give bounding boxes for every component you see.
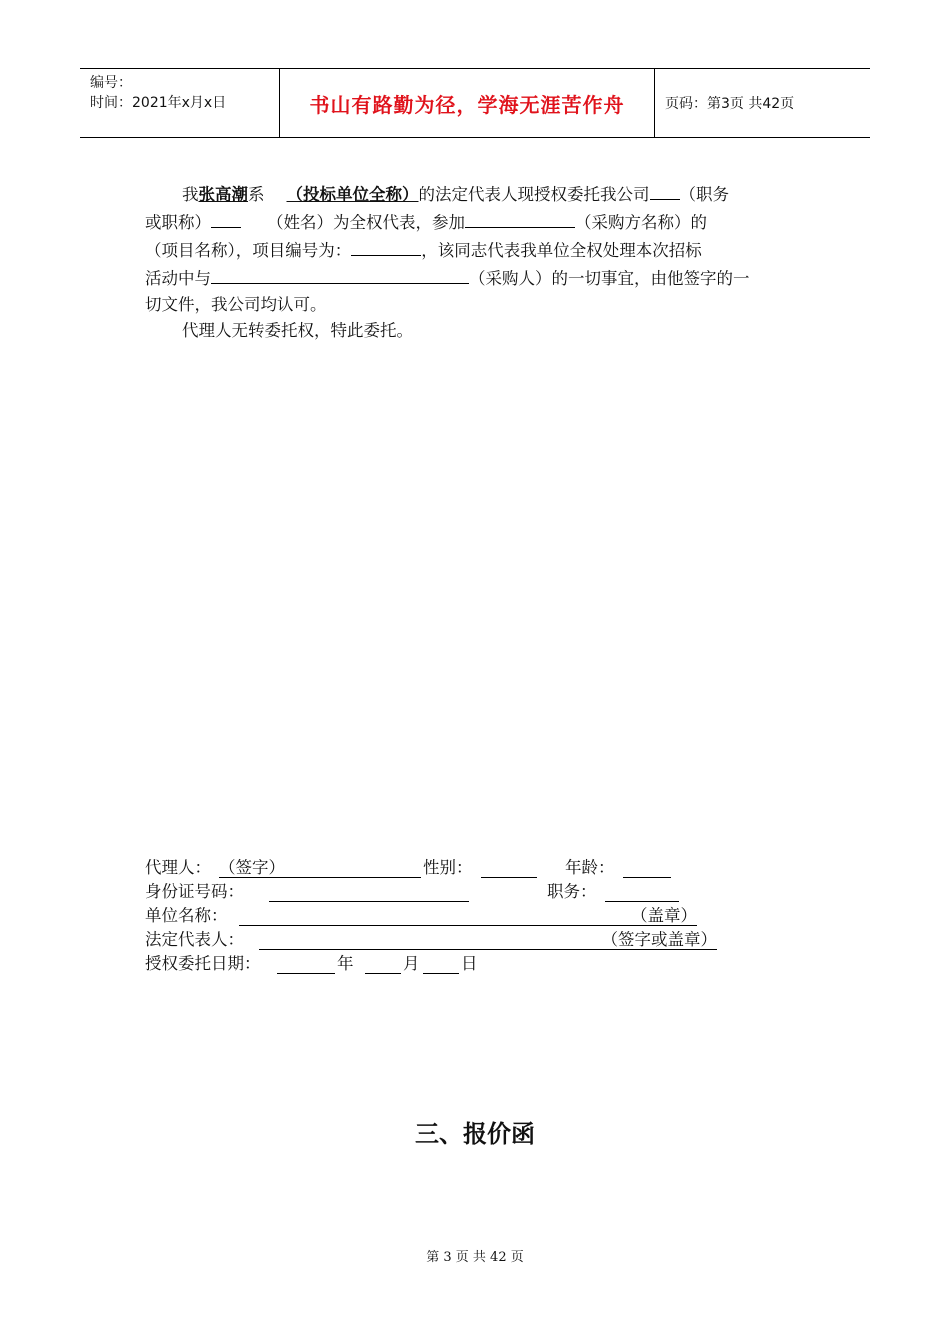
text: （姓名）为全权代表，参加 — [267, 213, 465, 232]
year-field — [277, 952, 335, 974]
paragraph-1-line-2 — [145, 208, 807, 236]
agent-row — [145, 856, 745, 880]
blank-field — [351, 236, 421, 256]
blank-field — [465, 208, 575, 228]
text: （项目名称），项目编号为： — [145, 241, 352, 260]
text: ，该同志代表我单位全权处理本次招标 — [421, 241, 702, 260]
text: 我 — [182, 185, 199, 204]
blank-field — [650, 180, 680, 200]
position-label: 职务： — [547, 882, 597, 901]
id-field — [269, 880, 469, 902]
header-page-info: 页码：第3页 共42页 — [665, 96, 795, 112]
agent-label: 代理人： — [145, 858, 211, 877]
text: （采购方名称）的 — [575, 213, 707, 232]
age-label: 年龄： — [565, 858, 615, 877]
blank-field — [211, 264, 469, 284]
id-label: 身份证号码： — [145, 882, 244, 901]
text: 的法定代表人现授权委托我公司 — [418, 185, 650, 204]
text: （采购人）的一切事宜，由他签字的一 — [469, 269, 750, 288]
position-field — [605, 880, 679, 902]
header-motto: 书山有路勤为径，学海无涯苦作舟 — [280, 69, 655, 137]
page-header — [80, 68, 870, 138]
blank-field — [211, 208, 241, 228]
legal-rep-row — [145, 928, 745, 952]
paragraph-1-line-1 — [145, 180, 807, 208]
text: 或职称） — [145, 213, 211, 232]
text: 活动中与 — [145, 269, 211, 288]
unit-name-hint: （投标单位全称） — [286, 185, 419, 204]
sign-or-seal-hint: （签字或盖章） — [601, 930, 717, 949]
day-field — [423, 952, 459, 974]
day-label: 日 — [461, 954, 478, 973]
id-row — [145, 880, 745, 904]
authorization-text — [145, 180, 807, 344]
paragraph-1-line-5: 切文件，我公司均认可。 — [145, 295, 327, 314]
legal-rep-field — [259, 928, 717, 950]
seal-hint: （盖章） — [631, 906, 697, 925]
time-label: 时间：2021年x月x日 — [90, 95, 227, 111]
date-row — [145, 952, 745, 976]
paragraph-1-line-3 — [145, 236, 807, 264]
agent-sign-field — [219, 856, 421, 878]
gender-label: 性别： — [423, 858, 473, 877]
year-label: 年 — [337, 954, 354, 973]
legal-rep-label: 法定代表人： — [145, 930, 244, 949]
text: （职务 — [679, 185, 729, 204]
header-meta — [80, 69, 280, 137]
company-field — [239, 904, 697, 926]
page-footer: 第 3 页 共 42 页 — [426, 1250, 524, 1265]
company-row — [145, 904, 745, 928]
company-label: 单位名称： — [145, 906, 228, 925]
serial-number-label: 编号： — [90, 75, 132, 91]
text: 系 — [248, 185, 265, 204]
month-label: 月 — [403, 954, 420, 973]
section-title: 三、报价函 — [415, 1120, 535, 1148]
age-field — [623, 856, 671, 878]
paragraph-1-line-4 — [145, 264, 807, 292]
paragraph-2: 代理人无转委托权，特此委托。 — [182, 321, 413, 340]
sign-hint: （签字） — [219, 858, 285, 877]
representative-name: 张高潮 — [198, 185, 248, 204]
month-field — [365, 952, 401, 974]
date-label: 授权委托日期： — [145, 954, 261, 973]
gender-field — [481, 856, 537, 878]
signature-block — [145, 856, 745, 976]
